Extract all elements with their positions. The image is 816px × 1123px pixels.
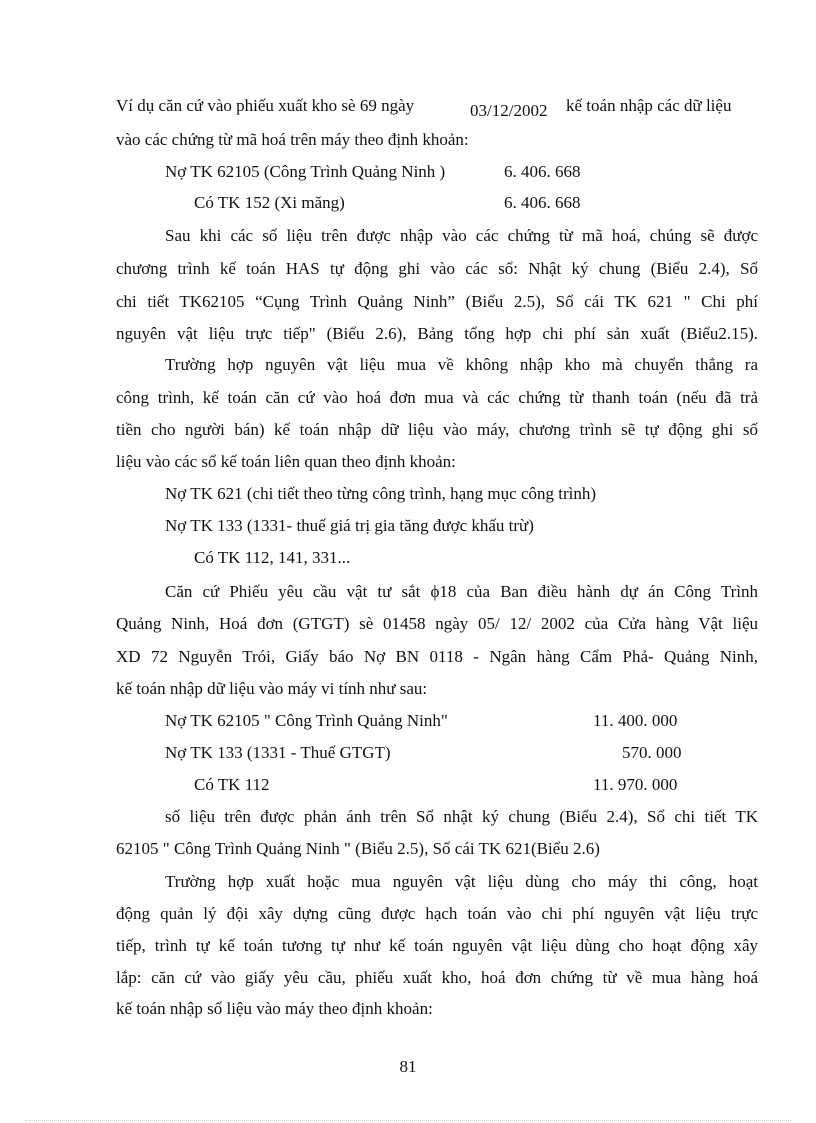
amount: 6. 406. 668 xyxy=(504,162,581,181)
text-line: lắp: căn cứ vào giấy yêu cầu, phiếu xuất kho, hoá đơn chứng từ về mua hàng hoá xyxy=(116,968,758,987)
journal-entry-debit: Nợ TK 62105 " Công Trình Quảng Ninh" xyxy=(165,711,448,730)
text-line: liệu vào các sổ kế toán liên quan theo định khoản: xyxy=(116,452,456,471)
text-line: kế toán nhập dữ liệu vào máy vi tính như sau: xyxy=(116,679,428,698)
text-line: chi tiết TK62105 “Cụng Trình Quảng Ninh” (Biểu 2.5), Sổ cái TK 621 " Chi phí xyxy=(116,292,758,311)
page-number: 81 xyxy=(399,1057,417,1076)
journal-entry-credit: Có TK 152 (Xi măng) xyxy=(194,193,345,212)
text-line: nguyên vật liệu trực tiếp" (Biểu 2.6), Bảng tổng hợp chi phí sản xuất (Biểu2.15). xyxy=(116,324,758,343)
text-line: tiền cho người bán) kế toán nhập dữ liệu vào máy, chương trình sẽ tự động ghi số xyxy=(116,420,758,439)
text-line: Quảng Ninh, Hoá đơn (GTGT) sè 01458 ngày 05/ 12/ 2002 của Cửa hàng Vật liệu xyxy=(116,614,758,633)
text-line: động quản lý đội xây dựng cũng được hạch toán vào chi phí nguyên vật liệu trực xyxy=(116,904,758,923)
text-line: Sau khi các số liệu trên được nhập vào các chứng từ mã hoá, chúng sẽ được xyxy=(165,226,758,245)
text-line: Trường hợp xuất hoặc mua nguyên vật liệu dùng cho máy thi công, hoạt xyxy=(165,872,758,891)
text-line: Căn cứ Phiếu yêu cầu vật tư sắt ϕ18 của Ban điều hành dự án Công Trình xyxy=(165,582,758,601)
text-line: công trình, kế toán căn cứ vào hoá đơn mua và các chứng từ thanh toán (nếu đã trả xyxy=(116,388,758,407)
text-line: Ví dụ căn cứ vào phiếu xuất kho sè 69 ngày xyxy=(116,96,415,115)
journal-entry-credit: Có TK 112 xyxy=(194,775,270,794)
text-line: kế toán nhập các dữ liệu xyxy=(566,96,732,115)
journal-entry-credit: Có TK 112, 141, 331... xyxy=(194,548,351,567)
text-line: 62105 " Công Trình Quảng Ninh " (Biểu 2.5), Sổ cái TK 621(Biểu 2.6) xyxy=(116,839,600,858)
text-line: kế toán nhập số liệu vào máy theo định khoản: xyxy=(116,999,433,1018)
text-line: số liệu trên được phản ánh trên Sổ nhật ký chung (Biểu 2.4), Sổ chi tiết TK xyxy=(165,807,758,826)
footer-divider xyxy=(25,1120,791,1121)
journal-entry-debit: Nợ TK 62105 (Công Trình Quảng Ninh ) xyxy=(165,162,446,181)
journal-entry-debit: Nợ TK 133 (1331- thuế giá trị gia tăng được khấu trừ) xyxy=(165,516,534,535)
amount: 6. 406. 668 xyxy=(504,193,581,212)
text-line: vào các chứng từ mã hoá trên máy theo định khoản: xyxy=(116,130,469,149)
journal-entry-debit: Nợ TK 621 (chi tiết theo từng công trình, hạng mục công trình) xyxy=(165,484,597,503)
text-line: tiếp, trình tự kế toán tương tự như kế toán nguyên vật liệu dùng cho hoạt động xây xyxy=(116,936,758,955)
text-line: Trường hợp nguyên vật liệu mua về không nhập kho mà chuyển thẳng ra xyxy=(165,355,758,374)
amount: 11. 970. 000 xyxy=(593,775,678,794)
text-line: XD 72 Nguyễn Trói, Giấy báo Nợ BN 0118 - Ngân hàng Cẩm Phả- Quảng Ninh, xyxy=(116,647,758,666)
date-text: 03/12/2002 xyxy=(470,101,548,120)
amount: 570. 000 xyxy=(622,743,682,762)
text-line: chương trình kế toán HAS tự động ghi vào các sổ: Nhật ký chung (Biểu 2.4), Sổ xyxy=(116,259,758,278)
amount: 11. 400. 000 xyxy=(593,711,678,730)
journal-entry-debit: Nợ TK 133 (1331 - Thuế GTGT) xyxy=(165,743,391,762)
